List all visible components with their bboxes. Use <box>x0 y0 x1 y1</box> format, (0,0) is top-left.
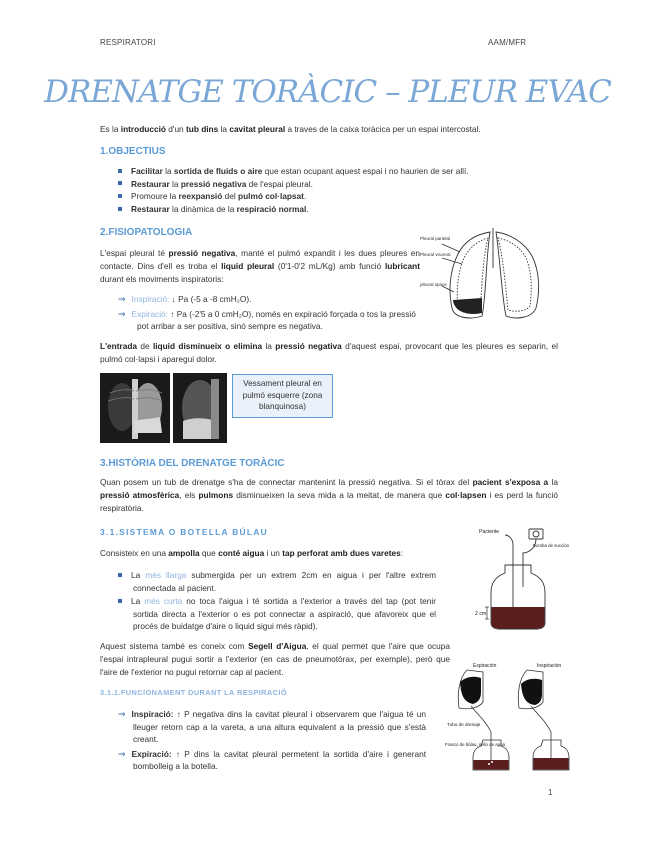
historia-paragraph: Quan posem un tub de drenatge s'ha de connectar mantenint la pressió negativa. Si el tòrax del pacient s'exposa a la pressió atmosfèrica, els pulmons disminueixen la seva mida a la meitat, de manera que col·lapsen i es perd la funció respiratòria. <box>100 477 559 513</box>
funcionament-heading: 3.1.1.FUNCIONAMENT DURANT LA RESPIRACIÓ <box>100 688 287 697</box>
list-item: La més llarga submergida per un extrem 2cm en aigua i per l'altre extrem connectada al pacient. <box>118 569 436 594</box>
diagram-label-insp: Inspiración <box>537 663 562 669</box>
xray-lateral-image <box>173 373 227 443</box>
list-item: Restaurar la dinàmica de la respiració normal. <box>118 203 558 216</box>
bottle-label-depth: 2 cm <box>475 611 487 617</box>
lung-label-space: pleural space <box>420 282 447 287</box>
diagram-label-tube: Tubo de drenaje <box>447 722 481 727</box>
xray-frontal-image <box>100 373 170 443</box>
bulau-bottle-diagram <box>475 523 570 631</box>
list-item: Promoure la reexpansió del pulmó col·lapsat. <box>118 190 558 203</box>
objectius-list <box>118 165 558 215</box>
xray-callout: Vessament pleural en pulmó esquerre (zona blanquinosa) <box>232 374 333 418</box>
page-number: 1 <box>548 788 553 797</box>
lung-label-parietal: Pleural parietal <box>420 236 451 241</box>
fisiopatologia-heading: 2.FISIOPATOLOGIA <box>100 227 193 238</box>
list-item: Restaurar la pressió negativa de l'espai pleural. <box>118 178 558 191</box>
fisio-list <box>118 293 420 333</box>
sistema-paragraph-2: Aquest sistema també es coneix com Segell d'Aigua, el qual permet que l'aire que ocupa l'espai intrapleural pugui sortir a l'exterior (en cas de pneumotòrax, per exemple), però que l'aire de l'exterior no pugui retornar cap al pacient. <box>100 641 451 677</box>
funcionament-list <box>118 708 426 773</box>
fisio-paragraph: L'espai pleural té pressió negativa, manté el pulmó expandit i les dues pleures en contacte. Dins d'ell es troba el liquid pleural (0'1-0'2 mL/Kg) amb funció lubricant durant els moviments inspiratoris: <box>100 248 421 284</box>
sistema-paragraph: Consisteix en una ampolla que conté aigua i un tap perforat amb dues varetes: <box>100 548 404 558</box>
sistema-heading: 3.1.SISTEMA O BOTELLA BÚLAU <box>100 527 269 537</box>
list-item: ⇒ Inspiració: ↑ P negativa dins la cavitat pleural i observarem que l'aigua té un lleuger retorn cap a la vareta, a una altura equivalent a la pressió que s'està creant. <box>118 709 426 745</box>
list-item: ⇒ Expiració: ↑ P dins la cavitat pleural permetent la sortida d'aire i generant bombolleig a la botella. <box>118 748 426 772</box>
list-item: ⇒ Inspiració: ↓ Pa (-5 a -8 cmH₂O). <box>118 294 252 304</box>
list-item: La més curta no toca l'aigua i té sortida a l'exterior a través del tap (pot tenir sortida directa a l'exterior o es pot connectar a aspiració, que afavoreix que el procés de buidatge d'aire o liquid sigui més ràpid). <box>118 595 436 633</box>
objectius-heading: 1.OBJECTIUS <box>100 146 166 157</box>
fisio-paragraph-2: L'entrada de liquid disminueix o elimina la pressió negativa d'aquest espai, provocant que les pleures es separin, el pulmó col·lapsi i aparegui dolor. <box>100 341 558 364</box>
bottle-label-suction: Bomba de succión <box>533 543 570 548</box>
sistema-list <box>118 569 436 633</box>
header-left: RESPIRATORI <box>100 38 156 47</box>
diagram-label-bottle: Frasco de bûlau, sello de agua <box>445 742 506 747</box>
lung-label-visceral: Pleural visceral <box>420 252 451 257</box>
list-item: ⇒ Expiració: ↑ Pa (-2'5 a 0 cmH₂O), només en expiració forçada o tos la pressió pot arribar a ser positiva, sinó sempre es negativa. <box>118 308 416 332</box>
bottle-label-patient: Paciente <box>479 529 500 535</box>
diagram-label-exp: Espiración <box>473 663 497 669</box>
intro-paragraph: Es la introducció d'un tub dins la cavitat pleural a traves de la caixa toràcica per un espai intercostal. <box>100 124 481 134</box>
respiration-drainage-diagram <box>445 658 570 776</box>
list-item: Facilitar la sortida de fluids o aire que estan ocupant aquest espai i no haurien de ser allí. <box>118 165 558 178</box>
header-right: AAM/MFR <box>488 38 527 47</box>
lung-pleura-diagram <box>420 228 555 328</box>
page-title: DRENATGE TORÀCIC – PLEUR EVAC <box>44 74 611 110</box>
historia-heading: 3.HISTÒRIA DEL DRENATGE TORÀCIC <box>100 458 285 469</box>
